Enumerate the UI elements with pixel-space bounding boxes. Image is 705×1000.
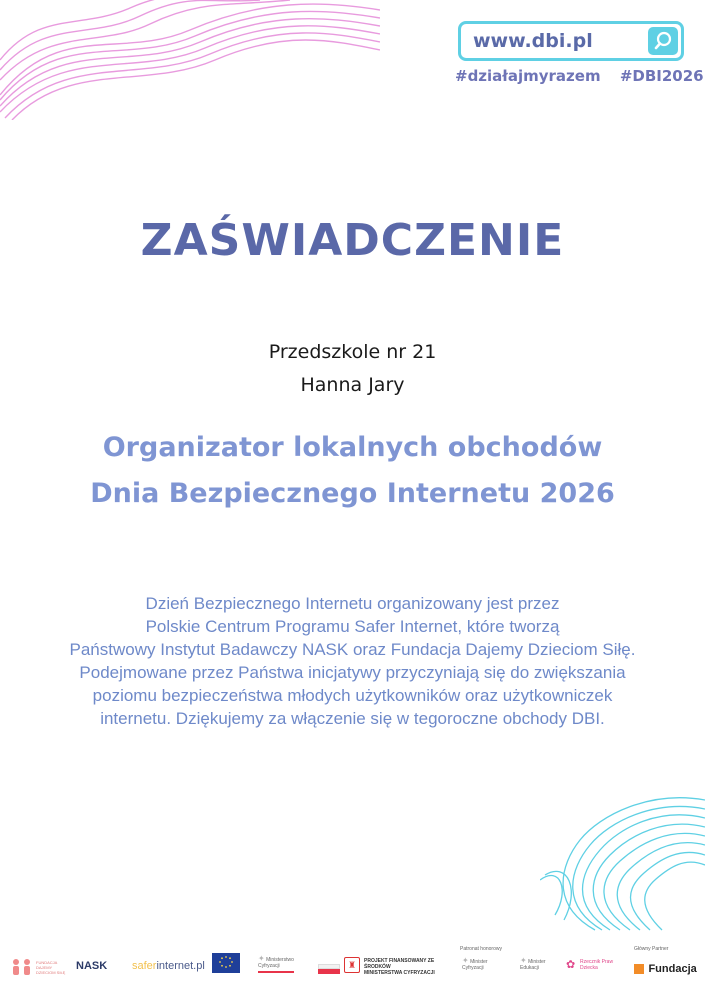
eagle-icon: ✦ bbox=[258, 954, 265, 963]
url-search-box bbox=[458, 21, 684, 61]
fundacja-text: Fundacja bbox=[648, 962, 697, 975]
polish-flag-icon bbox=[318, 964, 340, 974]
body-line: poziomu bezpieczeństwa młodych użytkowników oraz użytkowniczek bbox=[92, 686, 613, 705]
minister-edukacji-text: Minister Edukacji bbox=[520, 959, 546, 971]
rzecznik-text: Rzecznik Praw Dziecka bbox=[580, 959, 614, 971]
saferinternet-part-b: internet.pl bbox=[156, 960, 205, 972]
partner-label: Główny Partner bbox=[634, 946, 669, 952]
recipient-name: Hanna Jary bbox=[300, 374, 405, 396]
logo-minister-cyfryzacji bbox=[462, 958, 502, 971]
document-title: ZAŚWIADCZENIE bbox=[140, 215, 565, 266]
body-line: internetu. Dziękujemy za włączenie się w tegoroczne obchody DBI. bbox=[100, 709, 605, 728]
certificate-body bbox=[20, 592, 685, 730]
decorative-waves-top-left bbox=[0, 0, 380, 120]
eu-stars-icon bbox=[212, 953, 240, 973]
role-line-1: Organizator lokalnych obchodów bbox=[102, 432, 603, 463]
partner-logos bbox=[0, 940, 705, 990]
ministerstwo-text: Ministerstwo Cyfryzacji bbox=[258, 957, 294, 969]
decorative-waves-bottom-right bbox=[540, 795, 705, 935]
fundacja-square-icon bbox=[634, 964, 644, 974]
hashtag-dbi2026: #DBI2026 bbox=[619, 67, 704, 85]
projekt-line-1: PROJEKT FINANSOWANY ZE ŚRODKÓW bbox=[364, 958, 435, 970]
body-line: Państwowy Instytut Badawczy NASK oraz Fundacja Dajemy Dzieciom Siłę. bbox=[69, 640, 636, 659]
eagle-icon: ✦ bbox=[520, 956, 527, 965]
logo-minister-edukacji bbox=[520, 958, 558, 971]
search-icon bbox=[648, 27, 678, 55]
dajemy-text: FUNDACJA DAJEMY DZIECIOM SIŁĘ bbox=[36, 960, 66, 975]
logo-ministerstwo-cyfryzacji bbox=[258, 956, 298, 973]
patronat-label: Patronat honorowy bbox=[460, 946, 502, 952]
url-text: www.dbi.pl bbox=[473, 30, 593, 52]
recipient-institution: Przedszkole nr 21 bbox=[268, 341, 437, 363]
logo-dajemy-dzieciom-sile bbox=[10, 954, 70, 984]
body-line: Podejmowane przez Państwa inicjatywy przyczyniają się do zwiększania bbox=[79, 663, 626, 682]
role-line-2: Dnia Bezpiecznego Internetu 2026 bbox=[90, 478, 615, 509]
minister-cyfryzacji-text: Minister Cyfryzacji bbox=[462, 959, 488, 971]
logo-saferinternet bbox=[132, 960, 205, 972]
hashtags bbox=[455, 67, 704, 85]
saferinternet-part-a: safer bbox=[132, 960, 157, 972]
logo-fundacja bbox=[634, 960, 700, 978]
body-line: Dzień Bezpiecznego Internetu organizowany jest przez bbox=[145, 594, 560, 613]
search-button bbox=[648, 27, 678, 55]
projekt-line-2: MINISTERSTWA CYFRYZACJI bbox=[364, 970, 435, 976]
coat-of-arms-icon: ♜ bbox=[344, 957, 360, 973]
children-icon bbox=[10, 958, 34, 980]
eu-flag-icon bbox=[212, 953, 240, 973]
eagle-icon: ✦ bbox=[462, 956, 469, 965]
hashtag-dzialajmyrazem: #działajmyrazem bbox=[455, 67, 601, 85]
body-line: Polskie Centrum Programu Safer Internet, które tworzą bbox=[145, 617, 560, 636]
projekt-finansowany bbox=[364, 958, 454, 976]
logo-nask: NASK bbox=[76, 960, 108, 972]
rzecznik-icon: ✿ bbox=[566, 959, 576, 971]
